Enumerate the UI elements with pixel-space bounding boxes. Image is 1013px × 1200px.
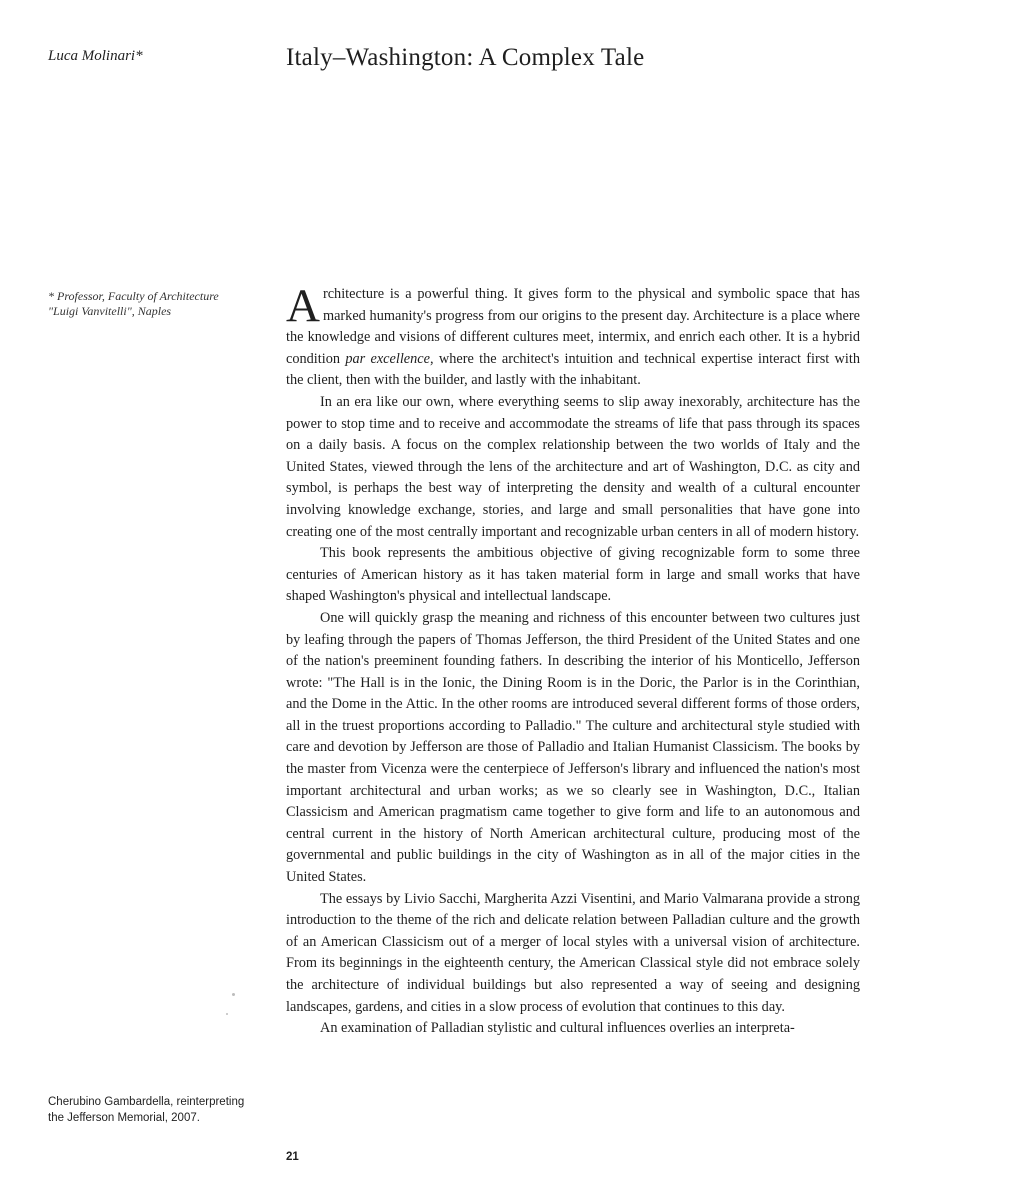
scan-speck	[226, 1013, 228, 1015]
footnote-line-2: "Luigi Vanvitelli", Naples	[48, 304, 172, 318]
article-body	[286, 280, 860, 1040]
paragraph-5: The essays by Livio Sacchi, Margherita Azzi Visentini, and Mario Valmarana provide a strong introduction to the theme of the rich and delicate relation between Palladian culture and the growth of an American Classicism out of a merger of local styles with a universal vision of architecture. From its beginnings in the eighteenth century, the American Classical style did not embrace solely the architecture of individual buildings but also represented a way of seeing and designing landscapes, gardens, and cities in a slow process of evolution that continues to this day.	[286, 890, 860, 1015]
paragraph-3: This book represents the ambitious objective of giving recognizable form to some three centuries of American history as it has taken material form in large and small works that have shaped Washington's physical and intellectual landscape.	[286, 545, 860, 605]
paragraph-1-start: rchitecture is a powerful thing. It gives form to the physical and symbolic space that has marked humanity's progress from our origins to the present day. Architecture is a place where the knowledge and visions of different cultures meet, intermix, and enrich each other. It is a hybrid condition	[286, 286, 860, 367]
paragraph-1-emphasis: par excellence	[345, 350, 430, 367]
paragraph-1-end: , where the architect's intuition and technical expertise interact first with the client, then with the builder, and lastly with the inhabitant.	[286, 350, 860, 389]
paragraph-6: An examination of Palladian stylistic and cultural influences overlies an interpreta-	[320, 1020, 795, 1037]
author-name: Luca Molinari*	[48, 48, 143, 64]
footnote-line-1: * Professor, Faculty of Architecture	[48, 289, 219, 303]
caption-line-1: Cherubino Gambardella, reinterpreting	[48, 1096, 245, 1108]
author-footnote	[48, 289, 219, 319]
paragraph-4: One will quickly grasp the meaning and richness of this encounter between two cultures just by leafing through the papers of Thomas Jefferson, the third President of the United States and one of the nation's preeminent founding fathers. In describing the interior of his Monticello, Jefferson wrote: "The Hall is in the Ionic, the Dining Room is in the Doric, the Parlor is in the Corinthian, and the Dome in the Attic. In the other rooms are introduced several different forms of those orders, all in the truest proportions according to Palladio." The culture and architectural style studied with care and devotion by Jefferson are those of Palladio and Italian Humanist Classicism. The books by the master from Vicenza were the centerpiece of Jefferson's library and influenced the nation's most important architectural and urban works; as we so clearly see in Washington, D.C., Italian Classicism and American pragmatism came together to give form and life to an autonomous and central current in the history of North American architectural culture, producing most of the governmental and public buildings in the city of Washington as in all of the major cities in the United States.	[286, 609, 860, 886]
paragraph-2: In an era like our own, where everything seems to slip away inexorably, architecture has the power to stop time and to receive and accommodate the streams of life that pass through its spaces on a daily basis. A focus on the complex relationship between the two worlds of Italy and the United States, viewed through the lens of the architecture and art of Washington, D.C. as city and symbol, is perhaps the best way of interpreting the density and wealth of a cultural encounter involving knowledge exchange, stories, and large and small personalities that have gone into creating one of the most centrally important and recognizable urban centers in all of modern history.	[286, 393, 860, 540]
caption-line-2: the Jefferson Memorial, 2007.	[48, 1112, 200, 1124]
scan-speck	[232, 993, 235, 996]
paragraph-1	[286, 280, 860, 392]
article-title: Italy–Washington: A Complex Tale	[286, 44, 645, 71]
drop-cap: A	[286, 280, 320, 332]
figure-caption	[48, 1094, 244, 1126]
page-number: 21	[286, 1151, 299, 1163]
